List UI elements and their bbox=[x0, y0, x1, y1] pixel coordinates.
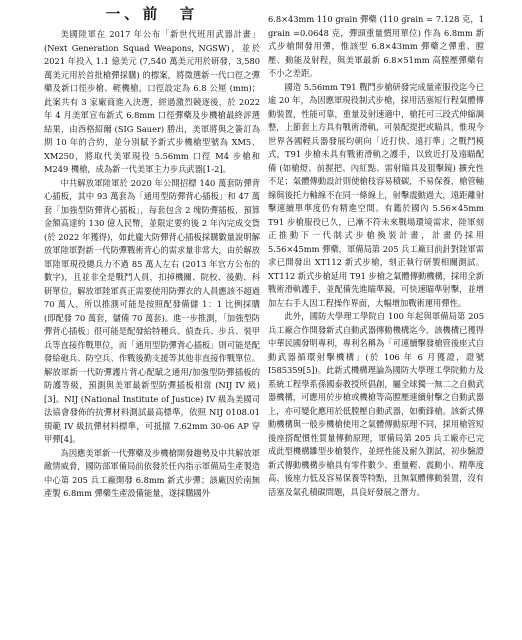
paragraph: 美國陸軍在 2017 年公布「新世代班用武器計畫」(Next Generation Squad Weapons, NGSW)，並於 2021 年投入 1.1 億美元 (7,540 萬美元用於研發，3,580 萬美元用於首批槍彈採購) 的標案，將徵選新一代口徑之彈藥及新口徑步槍、輕機槍，口徑設定為 6.8 公厘 (mm)；此案共有 3 家廠商進入決選，經過激烈競逐後，於 2022 年 4 月美軍宣布新式 6.8mm 口徑彈藥及步機槍最終評選結果，由西格紹爾 (SIG Sauer) 勝出，美軍將與之簽訂為期 10 年的合約，並分別賦予新式步機槍型號為 XM5、XM250，將取代美軍現役 5.56mm 口徑 M4 步槍和 M249 機槍，成為新一代美軍主力步兵武器[1-2]。 bbox=[44, 29, 260, 174]
left-column bbox=[44, 0, 260, 501]
paragraph: 為因應美軍新一代彈藥及步機槍開發趨勢及中共解放軍敵情威脅，國防部軍備局前依發於任內指示軍備局生產製造中心第 205 兵工廠開發 6.8mm 新式步彈；該廠因於南無產製 6.8mm 彈藥生產設備能量，遂採購國外 bbox=[44, 447, 260, 498]
right-column bbox=[268, 13, 484, 499]
paragraph: 6.8×43mm 110 grain 彈藥 (110 grain = 7.128 克，1 grain =0.0648 克，彈頭重量慣用單位) 作為 6.8mm 新式步槍開發用彈，惟該型 6.8×43mm 彈藥之彈重、膛壓、動能及射程，與美軍最新 6.8×51mm 高膛壓彈藥有不小之差距。 bbox=[268, 14, 484, 78]
section-title: 一、前 言 bbox=[105, 6, 199, 23]
paragraph: 此外，國防大學理工學院自 100 年起與軍備局第 205 兵工廠合作開發新式自動武器傳動機構迄今，該機構已獲得中華民國發明專利，專利名稱為「可連續擊發槍管後座式自動武器循環射擊機構」(於 106 年 6 月獲證，證號 I585359[5])。此新式機構理論為國防大學理工學院動力及系統工程學系孫國泰教授所倡創，屬全球獨一無二之自動武器機構，可應用於步槍或機槍等高膛壓連續射擊之自動武器上，亦可變化應用於低膛壓自動武器，如衝鋒槍。該新式傳動機構與一般步機槍使用之氣體傳動原理不同，採用槍管短後座搭配慣性質量傳動原理，軍備局第 205 兵工廠亦已完成此型機構雛型步槍製作，並經性能及耐久測試，初步驗證新式傳動機構步槍具有零件數少、重量輕、震動小、精準度高、後座力低及容易保養等特點，且無氣體傳動裝置，沒有活塞及氣孔積碳問題，具良好發展之潛力。 bbox=[268, 311, 484, 497]
paragraph: 中共解放軍陸軍於 2020 年公開招標 140 萬套防彈背心插板，其中 93 萬套為「通用型防彈背心插板」和 47 萬套「加強型防彈背心插板」，每套包含 2 塊防彈插板，預算金額高達約 130 億人民幣，並限定要約後 2 年內完成交貨 (於 2022 年獲得)，如此龐大防彈背心插板採購數量說明解放軍陸軍對新一代防彈戰術背心的需求量非常大，由於解放軍陸軍現役總兵力不過 85 萬人左右 (2013 年官方公布的數字)，且並非全是戰鬥人員，扣掉機關、院校、後勤、科研單位，解放軍陸軍真正需要使用防彈衣的人員應該不超過 70 萬人，所以推測可能是按照配發備儲 1：1 比例採購 (即配發 70 萬套，儲備 70 萬套)。進一步推測，「加強型防彈背心插板」很可能是配發給特種兵、偵查兵、步兵、裝甲兵等直接作戰單位，而「通用型防彈背心插板」則可能是配發給砲兵、防空兵、作戰後勤支援等其他非直接作戰單位。解放軍新一代防彈護片背心配賦之通用/加強型防彈插板的防護等級，預測與美軍最新型防彈插板相當 (NIJ IV 級) [3]。NIJ (National Institute of Justice) IV 級為美國司法協會發佈的抗彈材料測試最高標準，依照 NIJ 0108.01 規範 IV 級抗彈材料標準，可抵擋 7.62mm 30-06 AP 穿甲彈[4]。 bbox=[44, 177, 260, 444]
paragraph: 國造 5.56mm T91 戰鬥步槍研發完成量產服役迄今已逾 20 年，為因應軍現役制式步槍，採用活塞短行程氣體傳動裝置，性能可靠，重量及射速適中，槍托可三段式伸縮調整，上節套上方具有戰術滑軌，可裝配提把或瞄具，惟現今世界各國輕兵器發展均朝向「近打快、遠打準」之戰鬥模式，T91 步槍未具有戰術滑軌之護手，以致近打及遠瞄配備 (如槍燈、前握把、內紅點、雷射瞄具及狙擊鏡) 擴充性不足；氣體傳動設計則使槍枝容易積碳，不易保養，槍管軸線與後托力軸線不在同一條線上，射擊震動過大，遠距離射擊連續單準度仍有精進空間。有鑑於國內 5.56×45mm T91 步槍服役已久，已漸不符未來戰場環境需求，陸軍刻正推動下一代制式步槍換裝計畫，計畫仍採用 5.56×45mm 彈藥，軍備局第 205 兵工廠目前針對陸軍需求已開發出 XT112 新式步槍，刻正執行研製相關測試。XT112 新式步槍延用 T91 步槍之氣體傳動機構，採用全新戰術滑軌護手，並配備先進瞄準鏡，可快速瞄準射擊，並增加左右手人因工程操作界面，大幅增加戰術運用彈性。 bbox=[268, 81, 484, 308]
